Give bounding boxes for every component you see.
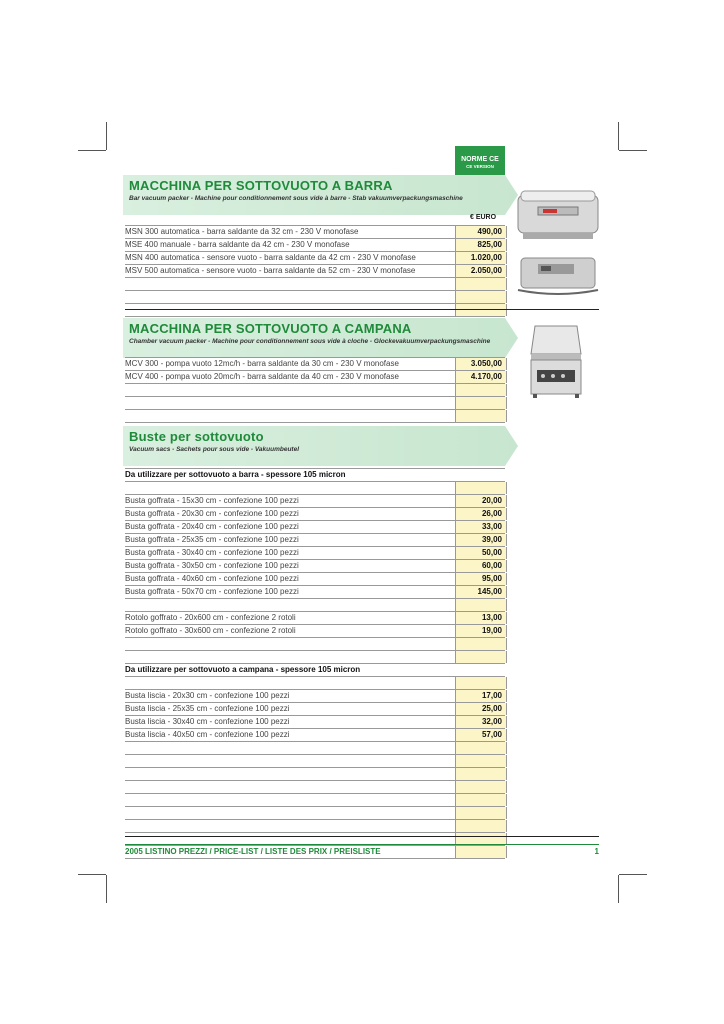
price-cell [455,755,507,767]
price-value: 60,00 [481,561,502,570]
price-cell [455,716,507,728]
price-cell [455,794,507,806]
section-banner-vacuum-bags [123,426,518,466]
table-row [125,278,505,291]
table-row [125,612,505,625]
section-subtitle: Vacuum sacs - Sachets pour sous vide - Vakuumbeutel [129,446,300,453]
price-value: 50,00 [481,548,502,557]
price-cell [455,482,507,494]
price-cell [455,371,507,383]
row-description: Busta liscia - 40x50 cm - confezione 100 pezzi [125,730,290,739]
table-row [125,768,505,781]
price-table-bar-vacuum [125,225,505,317]
table-row [125,820,505,833]
price-cell [455,252,507,264]
table-row [125,291,505,304]
price-cell [455,729,507,741]
price-cell [455,226,507,238]
row-description: MSE 400 manuale - barra saldante da 42 cm - 230 V monofase [125,240,350,249]
table-row [125,703,505,716]
price-value: 1.020,00 [470,253,502,262]
crop-mark [618,875,619,903]
price-value: 13,00 [481,613,502,622]
price-cell [455,690,507,702]
price-value: 17,00 [481,691,502,700]
table-row [125,599,505,612]
price-value: 20,00 [481,496,502,505]
price-cell [455,521,507,533]
price-cell [455,573,507,585]
section-divider [125,309,599,310]
price-cell [455,410,507,422]
price-value: 33,00 [481,522,502,531]
ce-badge [455,146,505,175]
table-row [125,304,505,317]
row-description: Busta goffrata - 15x30 cm - confezione 100 pezzi [125,496,299,505]
table-row [125,495,505,508]
section-title: Buste per sottovuoto [129,429,264,444]
price-cell [455,638,507,650]
row-description: Busta goffrata - 50x70 cm - confezione 100 pezzi [125,587,299,596]
price-cell [455,807,507,819]
row-description: MSN 300 automatica - barra saldante da 32 cm - 230 V monofase [125,227,359,236]
ce-badge-line2: CE VERSION [466,164,494,169]
footer-rule [125,844,599,845]
row-description: MSN 400 automatica - sensore vuoto - barra saldante da 42 cm - 230 V monofase [125,253,416,262]
table-row [125,226,505,239]
row-description: Rotolo goffrato - 20x600 cm - confezione 2 rotoli [125,613,296,622]
price-value: 39,00 [481,535,502,544]
table-row [125,252,505,265]
price-value: 145,00 [477,587,502,596]
table-row [125,781,505,794]
row-description: MCV 300 - pompa vuoto 12mc/h - barra saldante da 30 cm - 230 V monofase [125,359,399,368]
price-cell [455,495,507,507]
section-subtitle: Bar vacuum packer - Machine pour conditionnement sous vide à barre - Stab vakuumverpackungsmaschine [129,195,463,202]
row-heading: Da utilizzare per sottovuoto a campana - spessore 105 micron [125,665,361,674]
price-cell [455,534,507,546]
price-cell [455,560,507,572]
row-description: Busta goffrata - 30x40 cm - confezione 100 pezzi [125,548,299,557]
crop-mark [78,150,106,151]
crop-mark [619,874,647,875]
table-row [125,482,505,495]
price-cell [455,547,507,559]
table-row [125,664,505,677]
table-row [125,560,505,573]
row-heading: Da utilizzare per sottovuoto a barra - spessore 105 micron [125,470,346,479]
price-cell [455,265,507,277]
price-cell [455,278,507,290]
row-description: Busta goffrata - 20x30 cm - confezione 100 pezzi [125,509,299,518]
price-cell [455,599,507,611]
table-row [125,651,505,664]
table-row [125,716,505,729]
section-banner-chamber-vacuum [123,318,518,358]
row-description: Busta liscia - 25x35 cm - confezione 100 pezzi [125,704,290,713]
page-number: 1 [594,847,599,856]
crop-mark [106,122,107,150]
price-value: 4.170,00 [470,372,502,381]
table-row [125,397,505,410]
section-subtitle: Chamber vacuum packer - Machine pour conditionnement sous vide à cloche - Glockevakuumverpackungsmaschine [129,338,491,345]
crop-mark [618,122,619,150]
ce-badge-line1: NORME CE [461,156,499,163]
row-description: Busta liscia - 30x40 cm - confezione 100 pezzi [125,717,290,726]
crop-mark [106,875,107,903]
table-row [125,729,505,742]
crop-mark [619,150,647,151]
price-cell [455,820,507,832]
section-title: MACCHINA PER SOTTOVUOTO A CAMPANA [129,321,412,336]
row-description: MCV 400 - pompa vuoto 20mc/h - barra saldante da 40 cm - 230 V monofase [125,372,399,381]
table-row [125,573,505,586]
table-row [125,521,505,534]
table-row [125,807,505,820]
table-row [125,742,505,755]
price-cell [455,508,507,520]
row-description: MSV 500 automatica - sensore vuoto - barra saldante da 52 cm - 230 V monofase [125,266,416,275]
price-cell [455,586,507,598]
section-title: MACCHINA PER SOTTOVUOTO A BARRA [129,178,393,193]
price-table-chamber-vacuum [125,357,505,423]
section-banner-bar-vacuum [123,175,518,215]
row-description: Rotolo goffrato - 30x600 cm - confezione 2 rotoli [125,626,296,635]
price-value: 26,00 [481,509,502,518]
table-row [125,371,505,384]
table-row [125,755,505,768]
table-row [125,384,505,397]
bar-vacuum-machine-image [513,185,603,245]
price-cell [455,612,507,624]
price-table-vacuum-bags [125,468,505,859]
price-cell [455,291,507,303]
currency-header: € EURO [470,214,497,221]
price-value: 2.050,00 [470,266,502,275]
price-cell [455,703,507,715]
row-description: Busta goffrata - 20x40 cm - confezione 100 pezzi [125,522,299,531]
table-row [125,794,505,807]
price-cell [455,304,507,316]
price-cell [455,358,507,370]
row-description: Busta goffrata - 30x50 cm - confezione 100 pezzi [125,561,299,570]
price-value: 19,00 [481,626,502,635]
table-row [125,265,505,278]
price-cell [455,742,507,754]
table-row [125,638,505,651]
table-row [125,239,505,252]
price-value: 25,00 [481,704,502,713]
page-footer [125,847,599,856]
table-row [125,690,505,703]
price-value: 490,00 [477,227,502,236]
table-row [125,547,505,560]
crop-mark [78,874,106,875]
price-cell [455,384,507,396]
price-value: 57,00 [481,730,502,739]
price-cell [455,651,507,663]
table-row [125,625,505,638]
table-row [125,469,505,482]
chamber-vacuum-machine-image [527,320,585,402]
table-row [125,508,505,521]
price-cell [455,397,507,409]
price-value: 3.050,00 [470,359,502,368]
price-cell [455,677,507,689]
price-value: 32,00 [481,717,502,726]
row-description: Busta goffrata - 25x35 cm - confezione 100 pezzi [125,535,299,544]
price-cell [455,239,507,251]
table-row [125,534,505,547]
price-cell [455,625,507,637]
price-value: 825,00 [477,240,502,249]
table-row [125,358,505,371]
footer-text: 2005 LISTINO PREZZI / PRICE-LIST / LISTE DES PRIX / PREISLISTE [125,847,381,856]
table-row [125,677,505,690]
table-row [125,586,505,599]
price-value: 95,00 [481,574,502,583]
row-description: Busta goffrata - 40x60 cm - confezione 100 pezzi [125,574,299,583]
bar-vacuum-machine-image-2 [513,252,603,300]
row-description: Busta liscia - 20x30 cm - confezione 100 pezzi [125,691,290,700]
table-row [125,410,505,423]
price-cell [455,781,507,793]
price-cell [455,768,507,780]
footer-divider [125,836,599,837]
